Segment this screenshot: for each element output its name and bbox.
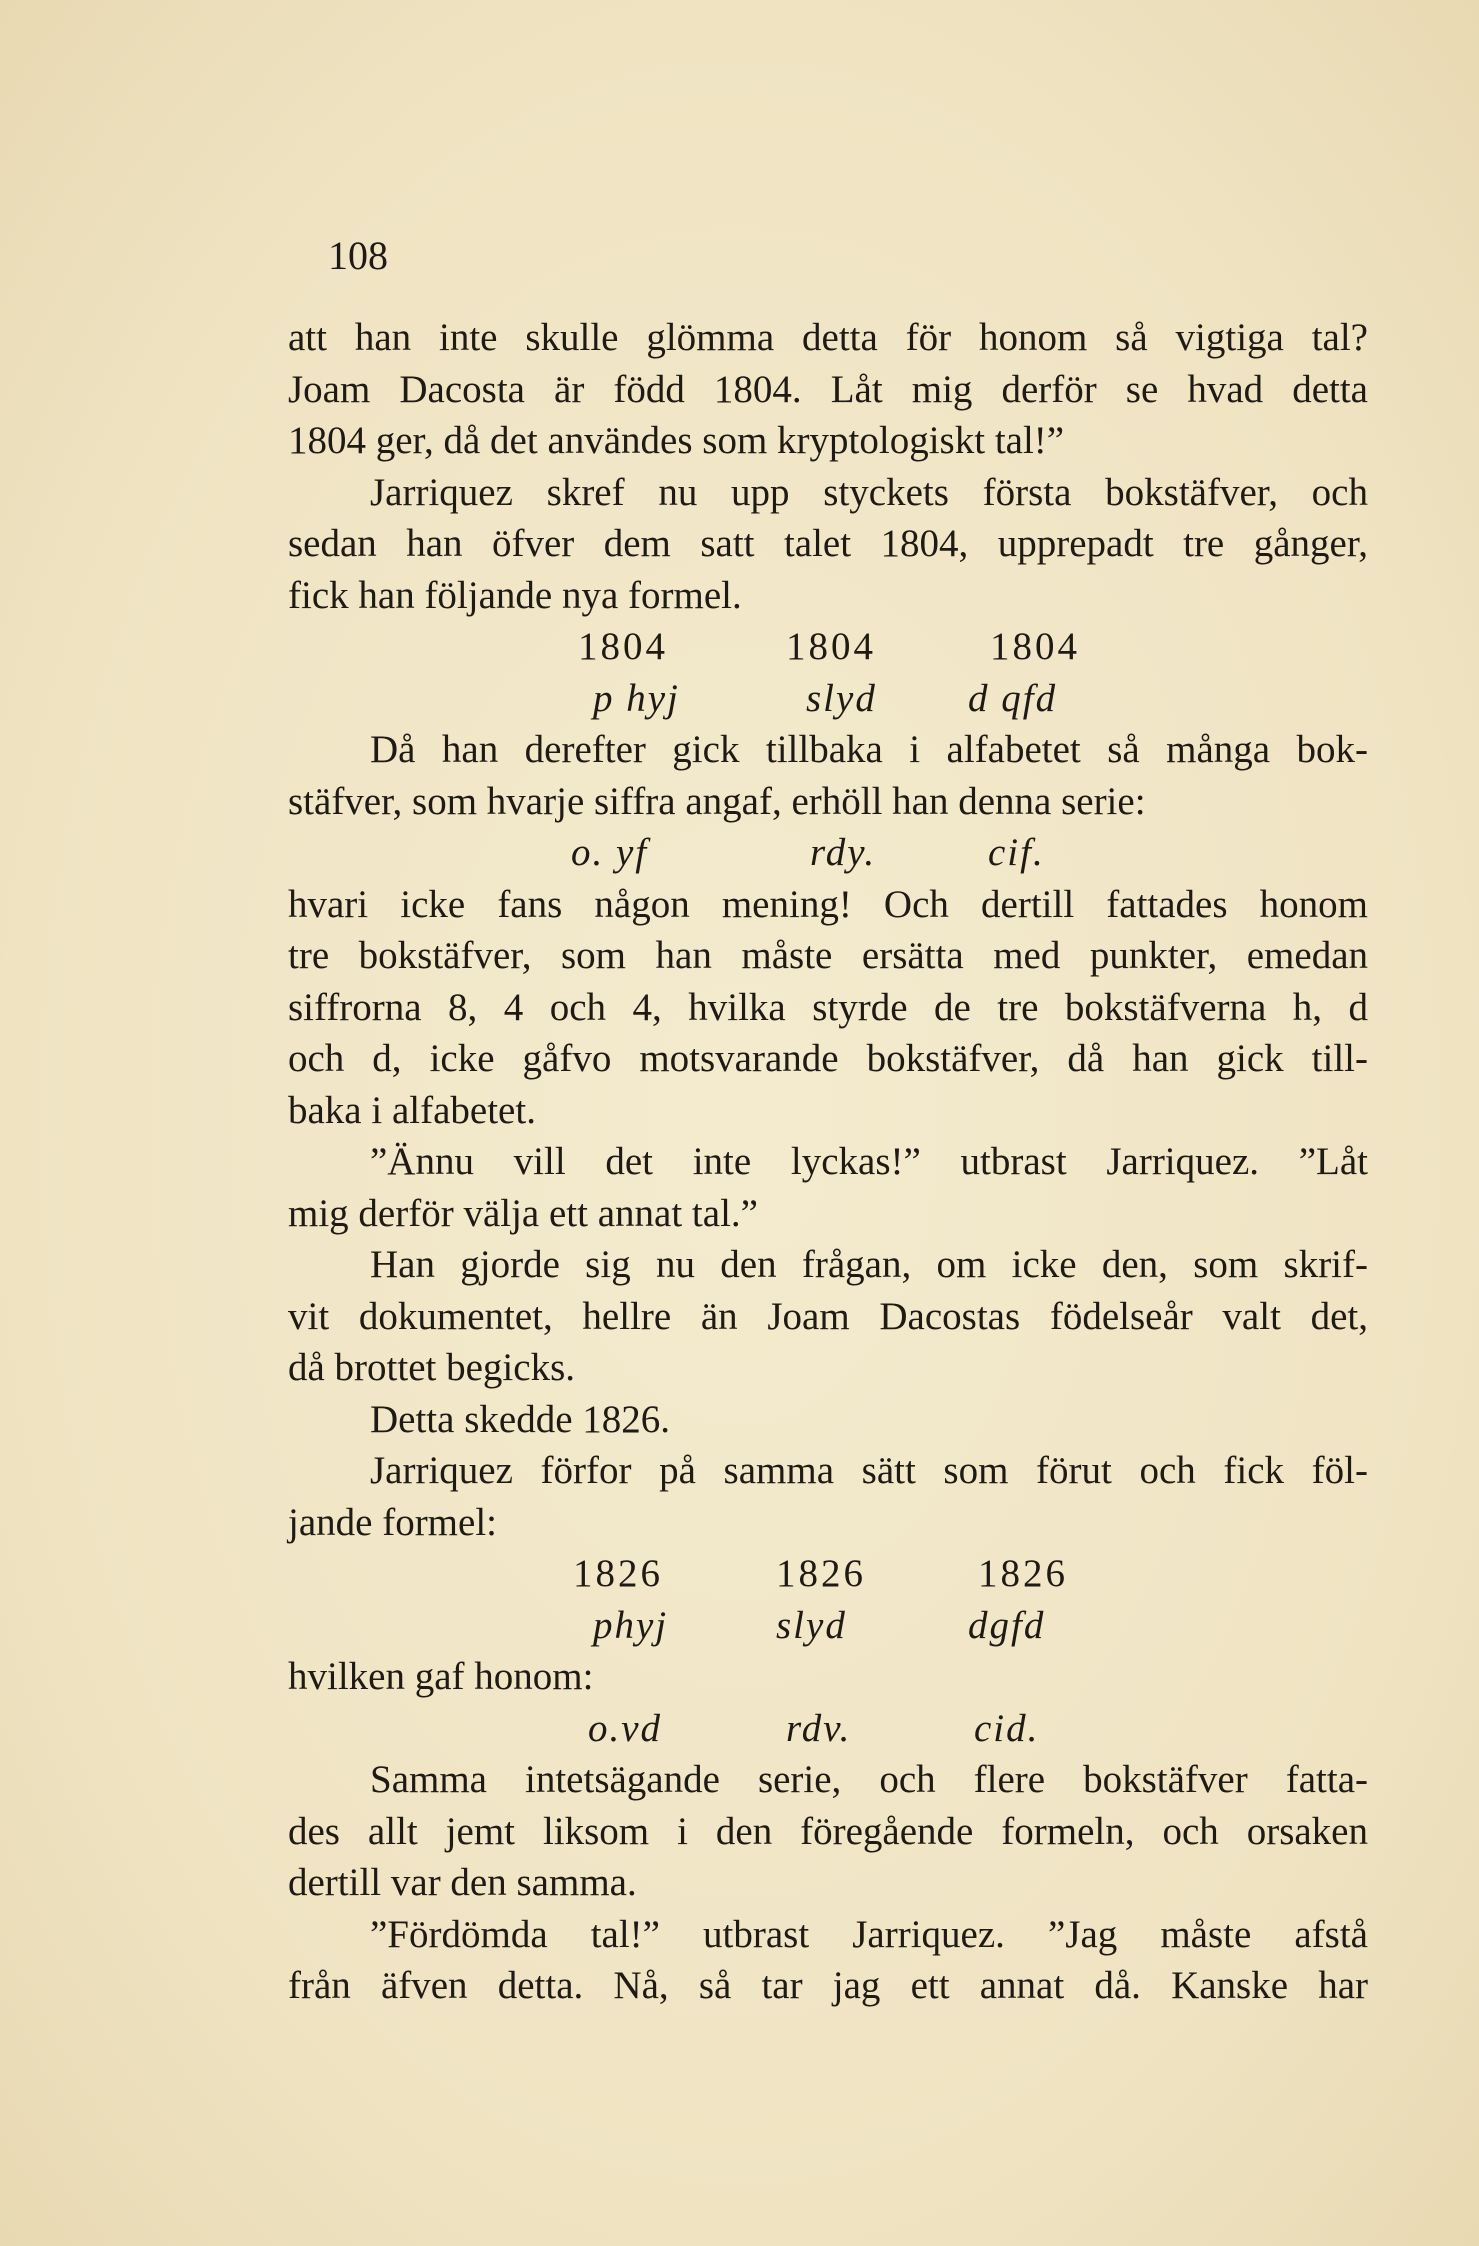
text-line: Detta skedde 1826.: [370, 1397, 671, 1441]
paragraph: [288, 467, 1368, 622]
text-line: stäfver, som hvarje siffra angaf, erhöll han denna serie:: [288, 779, 1146, 823]
text-line: från äfven detta. Nå, så tar jag ett annat då. Kanske har: [288, 1964, 1368, 2007]
text-line: Han gjorde sig nu den frågan, om icke den, som skrif-: [370, 1243, 1368, 1286]
text-line: Jarriquez förfor på samma sätt som förut och fick föl-: [370, 1449, 1368, 1492]
cipher-group: p hyj: [593, 676, 680, 720]
formula-number: 1804: [578, 625, 668, 668]
text-line: hvari icke fans någon mening! Och dertill fattades honom: [288, 882, 1368, 926]
text-line: Samma intetsägande serie, och flere bokstäfver fatta-: [370, 1758, 1368, 1801]
text-line: Då han derefter gick tillbaka i alfabetet så många bok-: [370, 728, 1368, 771]
page-number: 108: [328, 233, 388, 278]
formula-number: 1826: [573, 1552, 663, 1595]
paragraph: [288, 1445, 1368, 1548]
text-line: Joam Dacosta är född 1804. Låt mig derför se hvad detta: [288, 367, 1368, 411]
paragraph: [288, 312, 1368, 467]
body-text: [288, 312, 1368, 2012]
text-line: sedan han öfver dem satt talet 1804, upprepadt tre gånger,: [288, 522, 1368, 565]
formula-number: 1826: [776, 1552, 866, 1595]
cipher-group: dgfd: [968, 1603, 1046, 1647]
text-line: hvilken gaf honom:: [288, 1655, 594, 1698]
result-group: rdy.: [810, 831, 877, 874]
text-line: ”Ännu vill det inte lyckas!” utbrast Jarriquez. ”Låt: [370, 1140, 1368, 1183]
paragraph: [288, 1136, 1368, 1239]
cipher-group: d qfd: [968, 676, 1058, 720]
paragraph: [288, 1239, 1368, 1394]
paragraph: [288, 879, 1368, 1137]
formula-cipher: [288, 673, 1368, 725]
text-line: jande formel:: [288, 1500, 497, 1544]
text-line: ”Fördömda tal!” utbrast Jarriquez. ”Jag måste afstå: [370, 1912, 1368, 1956]
formula-numbers: [288, 1548, 1368, 1600]
paragraph: [288, 724, 1368, 827]
result-group: o. yf: [571, 831, 649, 874]
paragraph: [288, 1909, 1368, 2012]
text-line: Jarriquez skref nu upp styckets första bokstäfver, och: [370, 470, 1368, 514]
text-line: siffrorna 8, 4 och 4, hvilka styrde de tre bokstäfverna h, d: [288, 985, 1368, 1029]
text-line: 1804 ger, då det användes som kryptologiskt tal!”: [288, 419, 1065, 462]
formula-number: 1826: [978, 1552, 1068, 1595]
cipher-group: phyj: [593, 1603, 669, 1647]
text-line: baka i alfabetet.: [288, 1088, 536, 1132]
formula-numbers: [288, 621, 1368, 673]
text-line: mig derför välja ett annat tal.”: [288, 1191, 758, 1235]
result-series: [288, 1703, 1368, 1755]
formula-number: 1804: [786, 625, 876, 668]
formula-number: 1804: [990, 625, 1080, 668]
text-line: des allt jemt liksom i den föregående formeln, och orsaken: [288, 1809, 1368, 1853]
formula-cipher: [288, 1600, 1368, 1652]
result-series: [288, 827, 1368, 879]
paragraph: [288, 1754, 1368, 1909]
text-line: dertill var den samma.: [288, 1861, 637, 1904]
result-group: o.vd: [588, 1706, 663, 1750]
result-group: rdv.: [786, 1706, 852, 1750]
cipher-group: slyd: [806, 676, 877, 720]
text-line: vit dokumentet, hellre än Joam Dacostas födelseår valt det,: [288, 1294, 1368, 1338]
text-line: fick han följande nya formel.: [288, 573, 742, 617]
text-line: och d, icke gåfvo motsvarande bokstäfver, då han gick till-: [288, 1037, 1368, 1080]
text-line: då brottet begicks.: [288, 1346, 575, 1389]
paragraph: [288, 1651, 1368, 1703]
result-group: cif.: [988, 831, 1045, 874]
text-line: tre bokstäfver, som han måste ersätta med punkter, emedan: [288, 934, 1368, 977]
cipher-group: slyd: [776, 1603, 847, 1647]
paragraph: [288, 1394, 1368, 1446]
result-group: cid.: [974, 1706, 1040, 1750]
text-line: att han inte skulle glömma detta för honom så vigtiga tal?: [288, 316, 1368, 359]
